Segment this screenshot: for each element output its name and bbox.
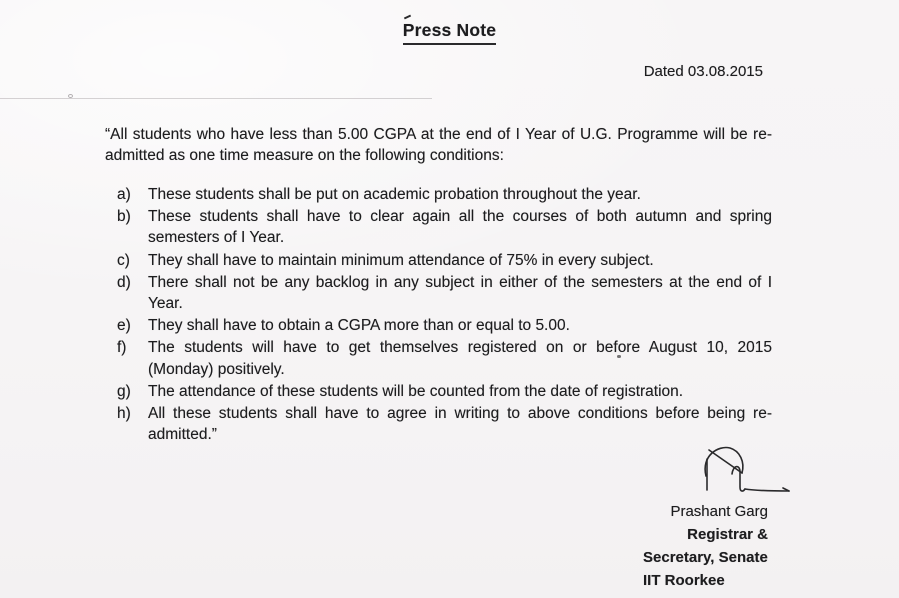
list-item <box>117 184 772 205</box>
list-item <box>117 315 772 336</box>
signatory-title: Registrar & <box>687 526 768 543</box>
list-item <box>117 272 772 314</box>
list-item-label: d) <box>117 273 131 291</box>
list-item <box>117 403 772 445</box>
list-item-label: g) <box>117 382 131 400</box>
date-line: Dated 03.08.2015 <box>643 63 763 80</box>
list-item <box>117 337 772 379</box>
list-item-label: h) <box>117 405 131 423</box>
page-title: Press Note <box>403 20 496 45</box>
list-item <box>117 381 772 402</box>
list-item <box>117 250 772 271</box>
list-item <box>117 206 772 248</box>
list-item-text: All these students shall have to agree in writing to above conditions before being re-admitted.” <box>148 405 772 444</box>
list-item-text: The students will have to get themselves registered on or before August 10, 2015 (Monday) positively. <box>148 339 772 378</box>
list-item-text: They shall have to maintain minimum attendance of 75% in every subject. <box>148 251 654 269</box>
handwritten-signature <box>696 444 796 498</box>
list-item-label: b) <box>117 208 131 226</box>
signatory-title: Secretary, Senate <box>643 549 768 566</box>
signatory-org: IIT Roorkee <box>643 572 725 589</box>
list-item-text: The attendance of these students will be counted from the date of registration. <box>148 382 684 400</box>
scan-artifact-line <box>0 98 432 99</box>
list-item-label: e) <box>117 317 131 335</box>
list-item-text: They shall have to obtain a CGPA more than or equal to 5.00. <box>148 317 570 335</box>
intro-paragraph: “All students who have less than 5.00 CGPA at the end of I Year of U.G. Programme will be re-admitted as one time measure on the following conditions: <box>105 126 772 164</box>
list-item-text: These students shall be put on academic probation throughout the year. <box>148 186 641 203</box>
list-item-label: a) <box>117 186 131 203</box>
list-item-text: There shall not be any backlog in any subject in either of the semesters at the end of I Year. <box>148 273 772 313</box>
list-item-label: c) <box>117 251 130 269</box>
list-item-label: f) <box>117 339 127 357</box>
scan-artifact-speck <box>68 94 73 98</box>
title-row <box>0 20 899 45</box>
signature-block <box>630 444 800 592</box>
signatory-name: Prashant Garg <box>670 503 768 520</box>
conditions-list <box>117 184 772 446</box>
list-item-text: These students shall have to clear again all the courses of both autumn and spring semesters of I Year. <box>148 208 772 247</box>
